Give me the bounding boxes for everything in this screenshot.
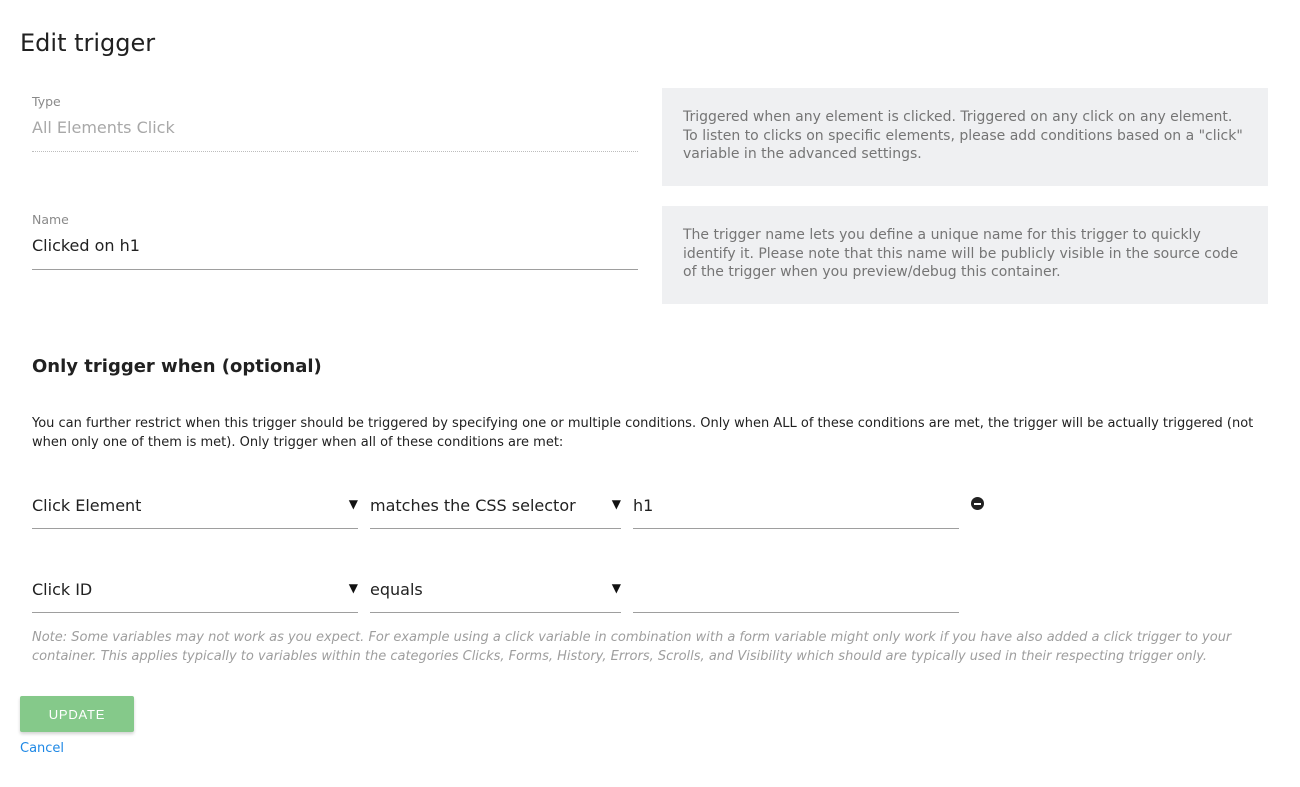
condition-variable-value: Click Element [32,496,142,515]
type-label: Type [32,94,61,109]
update-button[interactable]: UPDATE [20,696,134,732]
name-help-box: The trigger name lets you define a unique name for this trigger to quickly identify it. Please note that this name will be publicly visible in the source code of the trigger when you preview/debug this container. [662,206,1268,304]
condition-variable-select[interactable] [32,566,358,613]
name-input[interactable]: Clicked on h1 [32,236,638,270]
conditions-description: You can further restrict when this trigger should be triggered by specifying one or multiple conditions. Only when ALL of these conditions are met, the trigger will be actually triggered (not when only one of them is met). Only trigger when all of these conditions are met: [32,416,1254,450]
remove-condition-icon[interactable] [971,497,984,510]
condition-value-input[interactable] [633,566,959,613]
cancel-link[interactable]: Cancel [20,741,65,756]
name-label: Name [32,212,69,227]
condition-value-input[interactable]: h1 [633,482,959,529]
dropdown-arrow-icon: ▼ [611,497,621,511]
condition-operator-select[interactable] [370,566,621,613]
condition-operator-select[interactable] [370,482,621,529]
name-field[interactable] [32,212,638,270]
conditions-note: Note: Some variables may not work as you expect. For example using a click variable in combination with a form variable might only work if you have also added a click trigger to your container. This applies typically to variables within the categories Clicks, Forms, History, Errors, Scrolls, and Visibility which should are typically used in their respecting trigger only. [32,630,1232,664]
condition-variable-select[interactable] [32,482,358,529]
page-title: Edit trigger [20,29,156,57]
condition-variable-value: Click ID [32,580,93,599]
dropdown-arrow-icon: ▼ [348,497,358,511]
type-help-box: Triggered when any element is clicked. Triggered on any click on any element. To listen to clicks on specific elements, please add conditions based on a "click" variable in the advanced settings. [662,88,1268,186]
dropdown-arrow-icon: ▼ [348,581,358,595]
type-field [32,94,638,152]
conditions-title: Only trigger when (optional) [32,356,322,377]
condition-operator-value: matches the CSS selector [370,496,576,515]
dropdown-arrow-icon: ▼ [611,581,621,595]
type-value: All Elements Click [32,118,638,152]
condition-operator-value: equals [370,580,423,599]
